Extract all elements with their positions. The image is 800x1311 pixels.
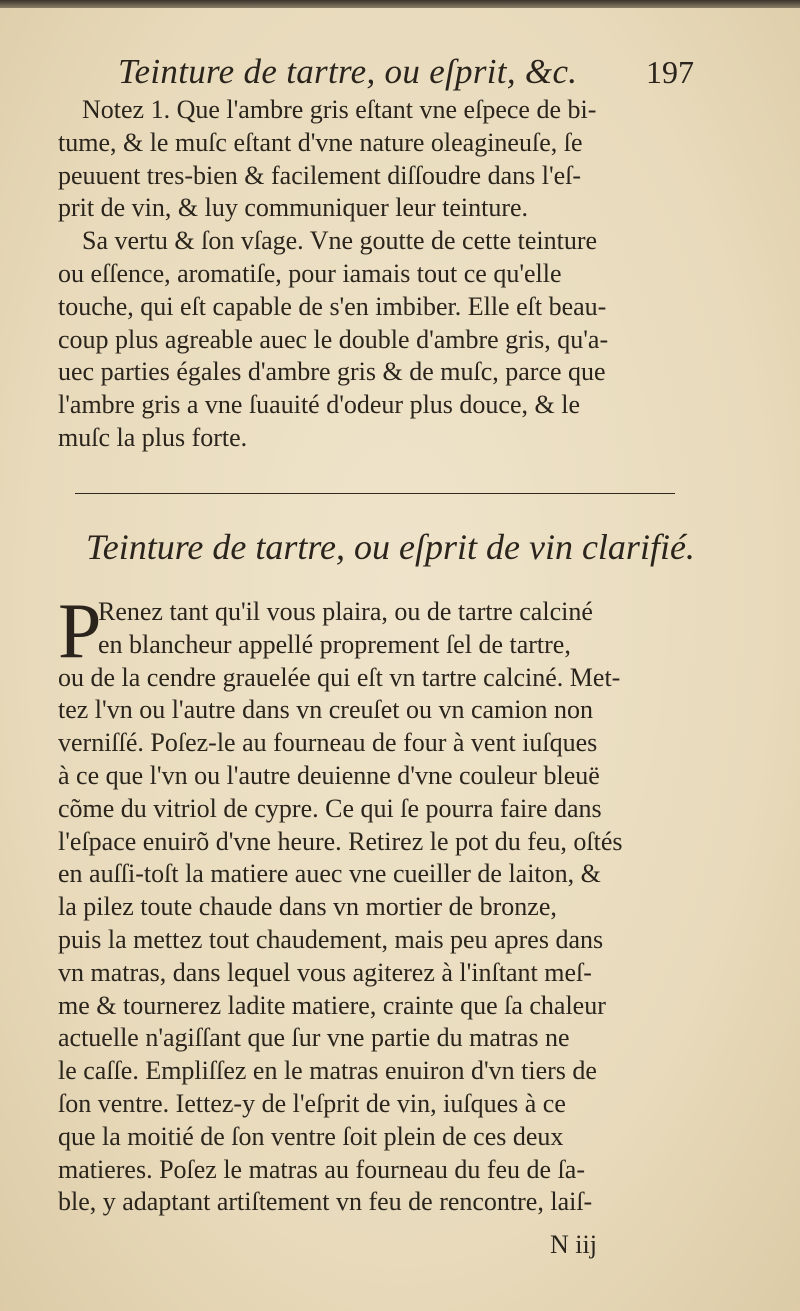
text-line: en blancheur appellé proprement ſel de tartre, — [98, 629, 571, 659]
book-page — [0, 8, 800, 1311]
text-line: muſc la plus forte. — [58, 422, 248, 452]
text-line: actuelle n'agiſſant que ſur vne partie du matras ne — [58, 1023, 570, 1053]
text-line: uec parties égales d'ambre gris & de muſc, parce que — [58, 357, 606, 387]
text-line: cõme du vitriol de cypre. Ce qui ſe pourra faire dans — [58, 793, 602, 823]
text-line: Renez tant qu'il vous plaira, ou de tartre calciné — [98, 597, 593, 626]
section-divider — [75, 493, 675, 494]
text-line: puis la mettez tout chaudement, mais peu apres dans — [58, 924, 604, 954]
text-line: à ce que l'vn ou l'autre deuienne d'vne couleur bleuë — [58, 760, 600, 790]
text-line: que la moitié de ſon ventre ſoit plein de ces deux — [58, 1121, 564, 1151]
recipe-paragraph — [58, 587, 718, 1219]
text-line: matieres. Poſez le matras au fourneau du feu de ſa- — [58, 1154, 585, 1184]
text-line: ou de la cendre grauelée qui eſt vn tartre calciné. Met- — [58, 662, 621, 692]
drop-cap: P — [58, 587, 102, 674]
text-line: vn matras, dans lequel vous agiterez à l'inſtant meſ- — [58, 957, 592, 987]
text-line: ou eſſence, aromatiſe, pour iamais tout ce qu'elle — [58, 258, 562, 288]
text-line: peuuent tres-bien & facilement diſſoudre dans l'eſ- — [58, 160, 582, 190]
notes-paragraph — [58, 94, 718, 455]
book-top-edge — [0, 0, 800, 8]
text-line: la pilez toute chaude dans vn mortier de bronze, — [58, 892, 557, 922]
signature-mark: N iij — [550, 1230, 597, 1259]
text-line: le caſſe. Empliſſez en le matras enuiron d'vn tiers de — [58, 1056, 597, 1086]
text-line: touche, qui eſt capable de s'en imbiber. Elle eſt beau- — [58, 291, 607, 321]
text-line: Notez 1. Que l'ambre gris eſtant vne eſpece de bi- — [82, 95, 597, 124]
text-line: ble, y adaptant artiſtement vn feu de rencontre, laiſ- — [58, 1187, 593, 1217]
text-line: verniſſé. Poſez-le au fourneau de four à vent iuſques — [58, 728, 598, 758]
text-line: tez l'vn ou l'autre dans vn creuſet ou vn camion non — [58, 695, 593, 725]
text-line: tume, & le muſc eſtant d'vne nature oleagineuſe, ſe — [58, 127, 583, 157]
text-line: Sa vertu & ſon vſage. Vne goutte de cette teinture — [82, 226, 598, 256]
text-line: ſon ventre. Iettez-y de l'eſprit de vin, iuſques à ce — [58, 1088, 566, 1118]
text-line: l'eſpace enuirõ d'vne heure. Retirez le pot du feu, oſtés — [58, 826, 623, 856]
text-line: l'ambre gris a vne ſuauité d'odeur plus douce, & le — [58, 390, 580, 420]
text-line: coup plus agreable auec le double d'ambre gris, qu'a- — [58, 324, 609, 354]
text-line: me & tournerez ladite matiere, crainte que ſa chaleur — [58, 990, 606, 1020]
text-line: prit de vin, & luy communiquer leur teinture. — [58, 193, 529, 223]
page-number: 197 — [646, 54, 694, 90]
text-line: en auſſi-toſt la matiere auec vne cueiller de laiton, & — [58, 859, 601, 889]
running-title: Teinture de tartre, ou eſprit, &c. — [118, 52, 578, 91]
section-title: Teinture de tartre, ou eſprit de vin clarifié. — [86, 527, 695, 567]
